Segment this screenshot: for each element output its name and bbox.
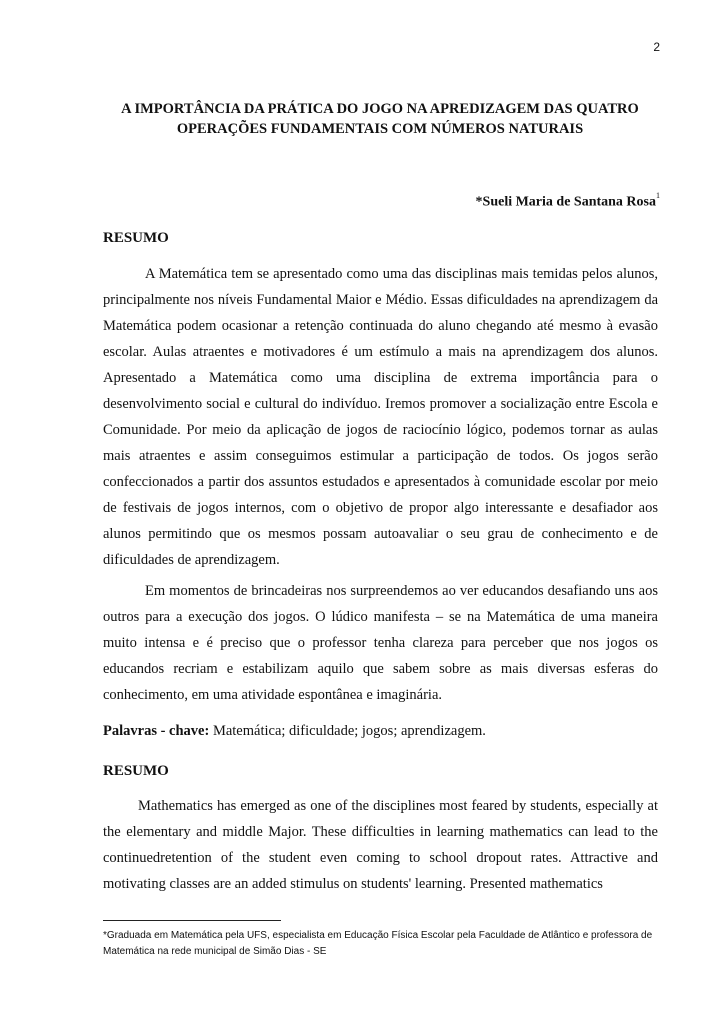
resumo-en-heading-block <box>103 763 658 780</box>
resumo-heading-en: RESUMO <box>103 763 169 779</box>
keywords-line <box>103 723 658 740</box>
resumo-heading-pt: RESUMO <box>103 230 169 246</box>
footnote: *Graduada em Matemática pela UFS, especialista em Educação Física Escolar pela Faculdade de Atlântico e professora de Matemática na rede municipal de Simão Dias - SE <box>103 930 653 957</box>
keywords-values: Matemática; dificuldade; jogos; aprendizagem. <box>209 723 486 739</box>
keywords-label: Palavras - chave: <box>103 723 210 739</box>
keywords-block <box>103 723 658 740</box>
author-line <box>476 193 660 211</box>
author-name: *Sueli Maria de Santana Rosa <box>475 194 656 210</box>
resumo-pt-paragraph-1: A Matemática tem se apresentado como uma das disciplinas mais temidas pelos alunos, principalmente nos níveis Fundamental Maior e Médio. Essas dificuldades na aprendizagem da Matemática podem ocasionar a retenção continuada do aluno chegando até mesmo à evasão escolar. Aulas atraentes e motivadores é um estímulo a mais na aprendizagem dos alunos. Apresentado a Matemática como uma disciplina de extrema importância para o desenvolvimento social e cultural do indivíduo. Iremos promover a socialização entre Escola e Comunidade. Por meio da aplicação de jogos de raciocínio lógico, podemos tornar as aulas mais atraentes e assim conseguimos estimular a participação de todos. Os jogos serão confeccionados a partir dos assuntos estudados e apresentados à comunidade escolar por meio de festivais de jogos internos, com o objetivo de propor algo interessante e desafiador aos alunos permitindo que os mesmos possam autoavaliar o seu grau de conhecimento e de dificuldades de aprendizagem. <box>103 266 658 568</box>
title-line-2: OPERAÇÕES FUNDAMENTAIS COM NÚMEROS NATURAIS <box>176 121 584 137</box>
resumo-pt-heading-block <box>103 230 658 247</box>
resumo-en-paragraph-1: Mathematics has emerged as one of the disciplines most feared by students, especially at the elementary and middle Major. These difficulties in learning mathematics can lead to the continuedretention of the student even coming to school dropout rates. Attractive and motivating classes are an added stimulus on students' learning. Presented mathematics <box>103 798 658 892</box>
page-number: 2 <box>653 40 660 54</box>
author-footnote-mark: 1 <box>656 191 660 200</box>
resumo-pt-paragraph-2-block <box>103 578 658 708</box>
title-line-1: A IMPORTÂNCIA DA PRÁTICA DO JOGO NA APREDIZAGEM DAS QUATRO <box>121 101 639 117</box>
document-title <box>100 99 660 139</box>
resumo-pt-paragraph-2: Em momentos de brincadeiras nos surpreendemos ao ver educandos desafiando uns aos outros para a execução dos jogos. O lúdico manifesta – se na Matemática de uma maneira muito intensa e é preciso que o professor tenha clareza para perceber que nos jogos os educandos recriam e estabilizam aquilo que sabem sobre as mais diversas esferas do conhecimento, em uma atividade espontânea e imaginária. <box>103 583 658 703</box>
footnote-divider <box>103 920 281 921</box>
resumo-en-paragraph-1-block <box>103 793 658 897</box>
resumo-pt-paragraph-1-block <box>103 261 658 573</box>
